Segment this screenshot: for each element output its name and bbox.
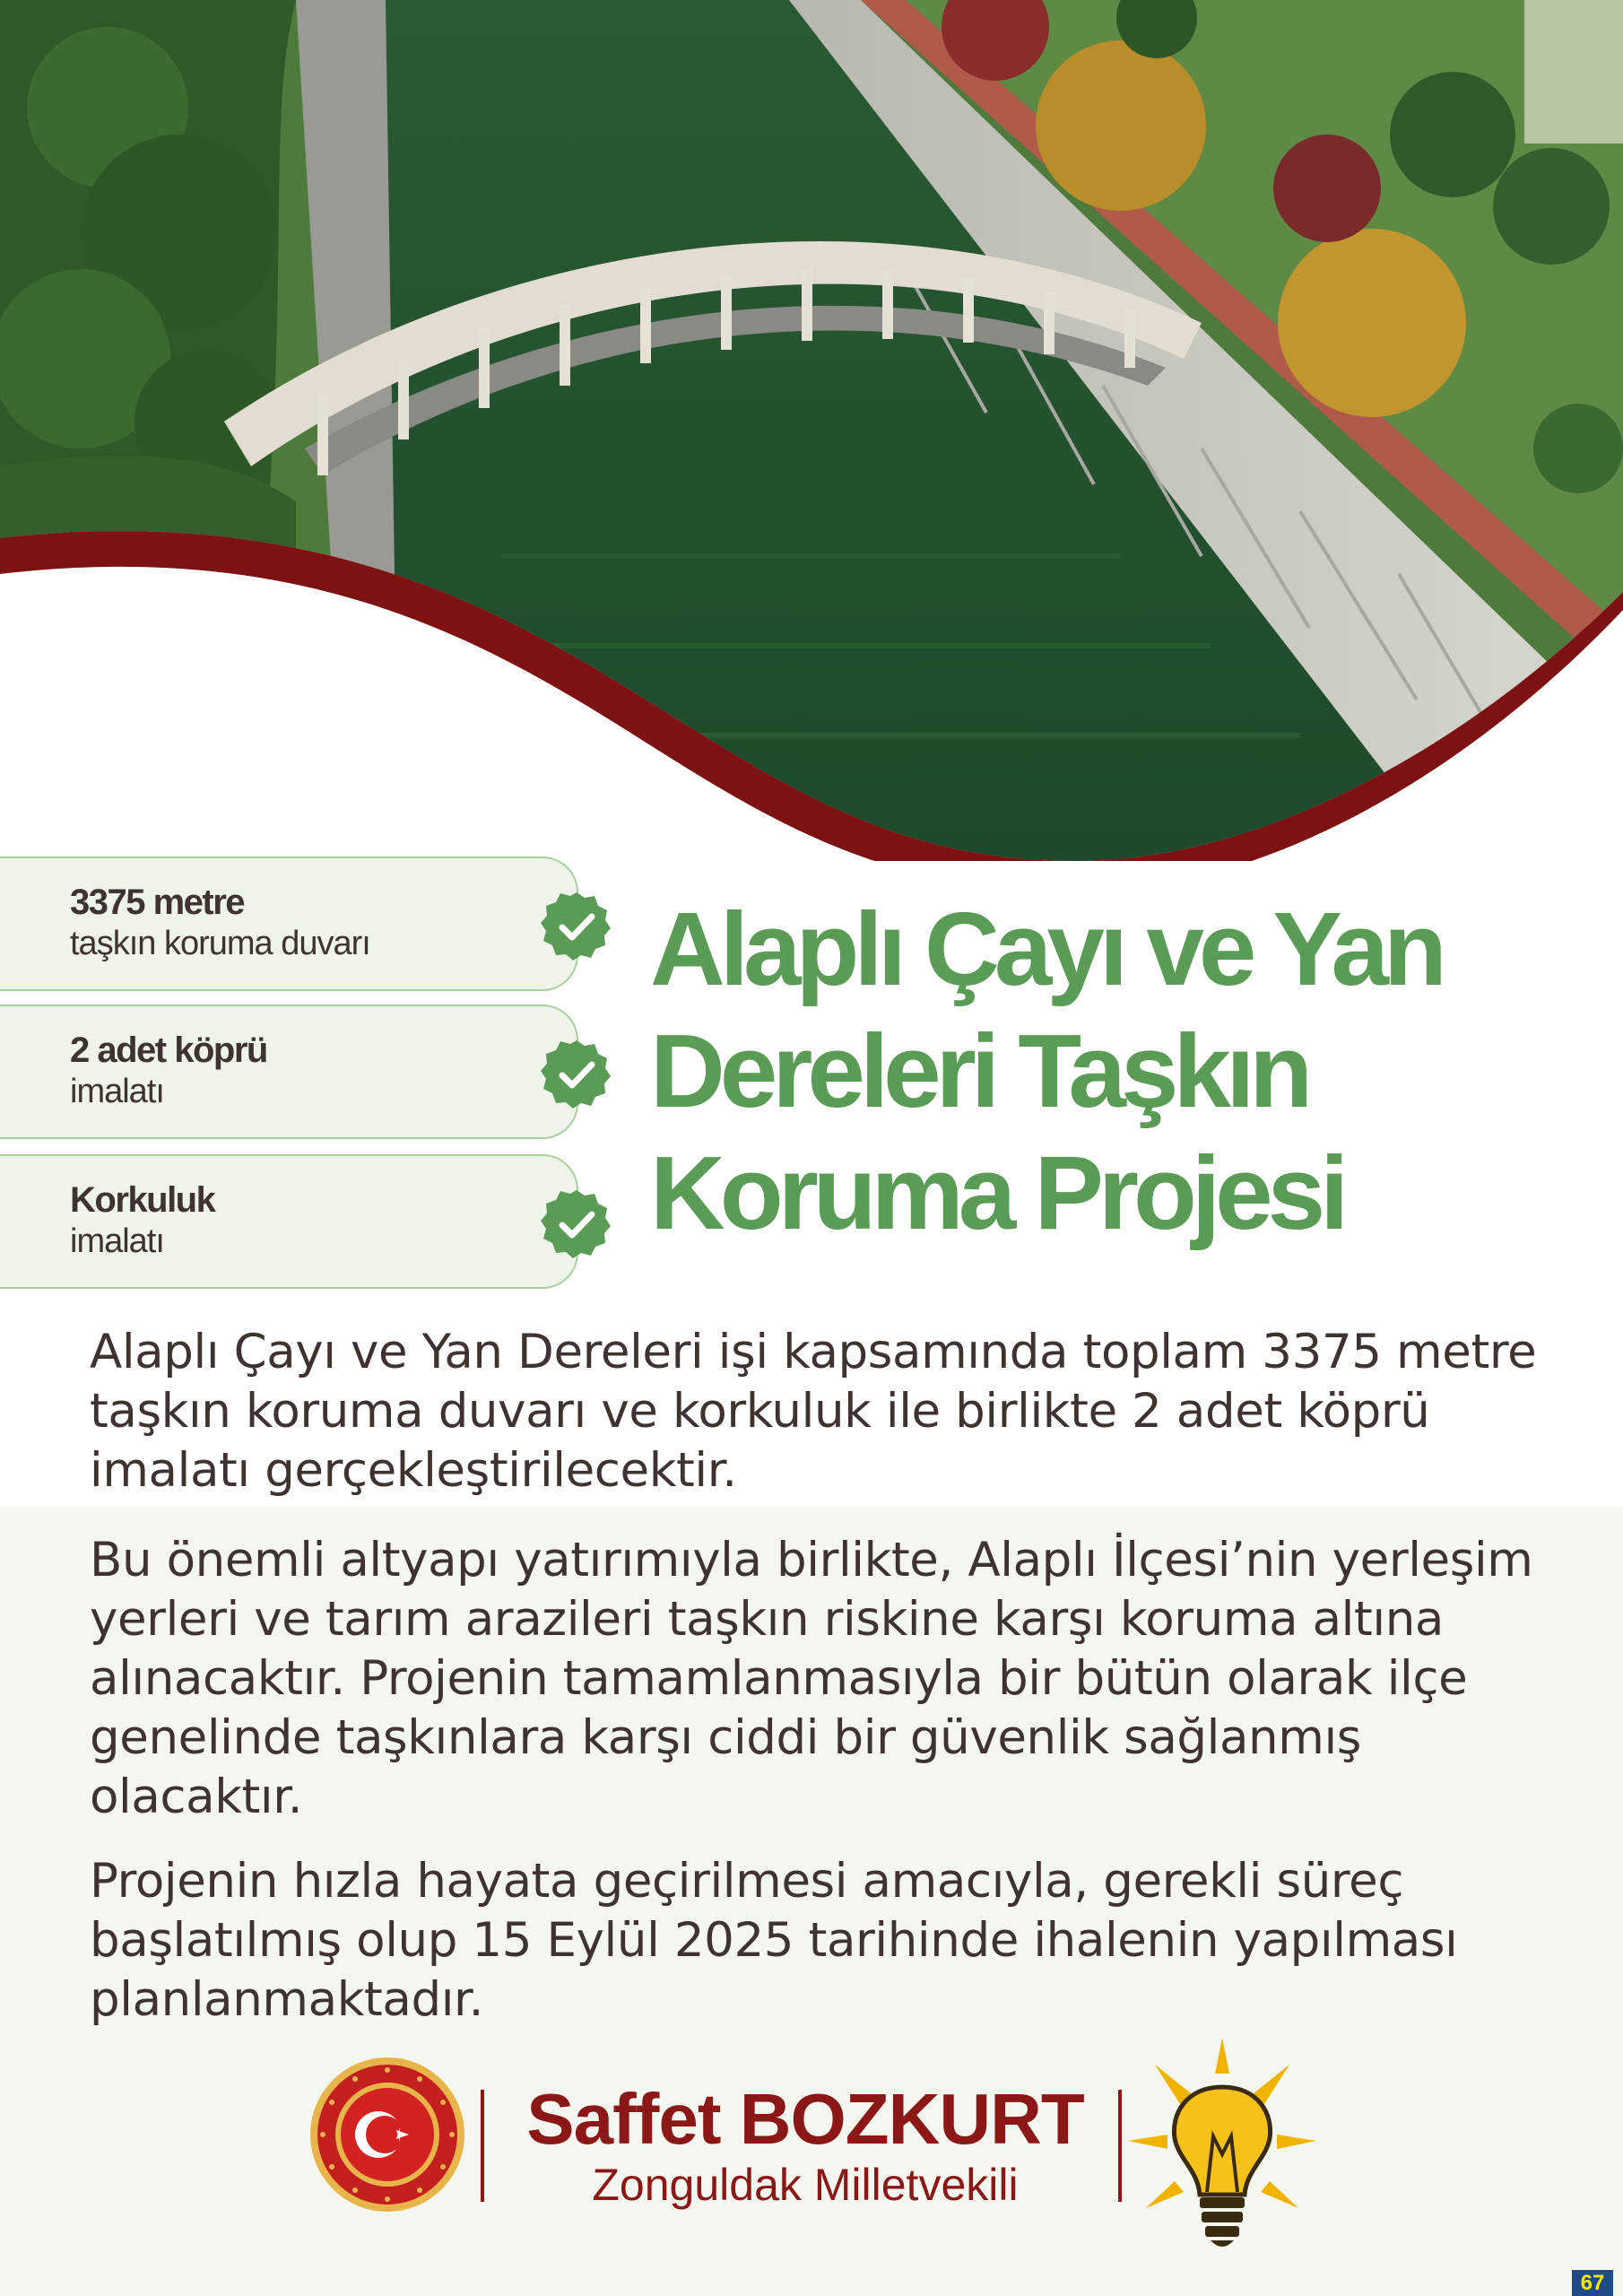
- highlight-bold-text: Korkuluk: [70, 1180, 215, 1220]
- highlight-bold-text: 2 adet köprü: [70, 1031, 267, 1070]
- signature-divider: [1118, 2090, 1122, 2202]
- check-circle-icon: [541, 891, 612, 962]
- check-circle-icon: [541, 1188, 612, 1260]
- page-title-line: Koruma Projesi: [650, 1135, 1344, 1251]
- page-title-line: Dereleri Taşkın: [650, 1013, 1308, 1129]
- highlight-sub-text: imalatı: [70, 1222, 164, 1260]
- page-number: 67: [1572, 2270, 1613, 2296]
- signature-title: Zonguldak Milletvekili: [592, 2160, 1019, 2210]
- body-paragraph: Alaplı Çayı ve Yan Dereleri işi kapsamında toplam 3375 metre taşkın koruma duvarı ve korkuluk ile birlikte 2 adet köprü imalatı gerçekleştirilecektir.: [90, 1325, 1537, 1498]
- highlight-sub-text: taşkın koruma duvarı: [70, 925, 370, 962]
- hero-canal-bridge-illustration: [0, 0, 1623, 861]
- page-title-line: Alaplı Çayı ve Yan: [650, 891, 1442, 1007]
- signature-name: Saffet BOZKURT: [526, 2079, 1084, 2159]
- page-title: [650, 888, 1601, 1254]
- highlight-card-bridges: [0, 1004, 578, 1139]
- tbmm-seal-icon: [307, 2054, 468, 2215]
- body-paragraph: Bu önemli altyapı yatırımıyla birlikte, Alaplı İlçesi’nin yerleşim yerleri ve tarım arazileri taşkın riskine karşı koruma altına alınacaktır. Projenin tamamlanmasıyla bir bütün olarak ilçe genelinde taşkınlara karşı ciddi bir güvenlik sağlanmış olacaktır.: [90, 1533, 1533, 1824]
- ak-party-bulb-icon: [1128, 2038, 1316, 2253]
- check-circle-icon: [541, 1039, 612, 1110]
- highlight-card-flood-wall: [0, 857, 578, 991]
- body-paragraph: Projenin hızla hayata geçirilmesi amacıyla, gerekli süreç başlatılmış olup 15 Eylül 2025 tarihinde ihalenin yapılması planlanmaktadır.: [90, 1854, 1458, 2027]
- highlight-bold-text: 3375 metre: [70, 883, 245, 922]
- highlight-card-railing: [0, 1154, 578, 1289]
- signature-divider: [481, 2090, 484, 2202]
- highlight-sub-text: imalatı: [70, 1073, 164, 1110]
